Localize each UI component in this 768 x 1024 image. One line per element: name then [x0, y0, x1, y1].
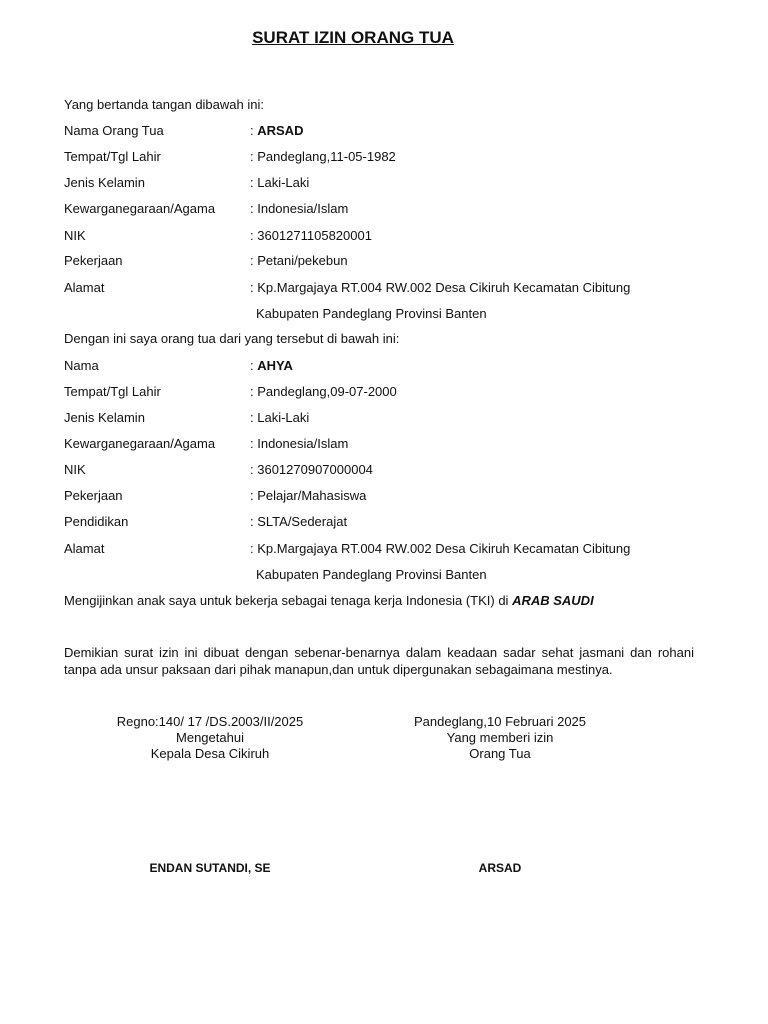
child-row-name: Nama : AHYA — [64, 358, 293, 373]
signer-name-parent: ARSAD — [478, 861, 522, 875]
field-value: Kp.Margajaya RT.004 RW.002 Desa Cikiruh Kecamatan Cibitung — [257, 541, 631, 556]
closing-paragraph: Demikian surat izin ini dibuat dengan sebenar-benarnya dalam keadaan sadar sehat jasmani dan rohani tanpa ada unsur paksaan dari pihak manapun,dan untuk dipergunakan sebagaimana mestinya. — [64, 645, 694, 677]
field-value: Pandeglang,09-07-2000 — [257, 384, 397, 399]
field-label: Nama — [64, 358, 99, 373]
permission-giver-label: Yang memberi izin — [446, 730, 554, 745]
field-value: Laki-Laki — [257, 410, 310, 425]
field-label: Pendidikan — [64, 514, 129, 529]
field-label: Nama Orang Tua — [64, 123, 164, 138]
field-value: AHYA — [257, 358, 293, 373]
field-label: Jenis Kelamin — [64, 175, 145, 190]
signature-block-village-head — [80, 714, 340, 762]
parent-address-continuation: Kabupaten Pandeglang Provinsi Banten — [256, 306, 487, 321]
child-row-education: Pendidikan : SLTA/Sederajat — [64, 514, 348, 529]
parent-row-birth: Tempat/Tgl Lahir : Pandeglang,11-05-1982 — [64, 149, 396, 164]
field-value: SLTA/Sederajat — [257, 514, 348, 529]
child-row-nik: NIK : 3601270907000004 — [64, 462, 373, 477]
parent-row-gender: Jenis Kelamin : Laki-Laki — [64, 175, 310, 190]
field-value: Petani/pekebun — [257, 253, 348, 268]
field-label: Alamat — [64, 280, 105, 295]
child-row-job: Pekerjaan : Pelajar/Mahasiswa — [64, 488, 367, 503]
field-label: Alamat — [64, 541, 105, 556]
child-intro-text: Dengan ini saya orang tua dari yang tersebut di bawah ini: — [64, 331, 400, 346]
parent-row-nik: NIK : 3601271105820001 — [64, 228, 372, 243]
field-label: Kewarganegaraan/Agama — [64, 436, 216, 451]
field-value: Kp.Margajaya RT.004 RW.002 Desa Cikiruh Kecamatan Cibitung — [257, 280, 631, 295]
child-address-continuation: Kabupaten Pandeglang Provinsi Banten — [256, 567, 487, 582]
field-value: ARSAD — [257, 123, 304, 138]
permission-destination: ARAB SAUDI — [512, 593, 594, 608]
acknowledged-label: Mengetahui — [176, 730, 244, 745]
signer-title: Orang Tua — [469, 746, 531, 761]
field-label: Pekerjaan — [64, 488, 123, 503]
field-value: Pelajar/Mahasiswa — [257, 488, 367, 503]
field-label: Pekerjaan — [64, 253, 123, 268]
field-label: Tempat/Tgl Lahir — [64, 149, 161, 164]
field-label: Jenis Kelamin — [64, 410, 145, 425]
field-value: Laki-Laki — [257, 175, 310, 190]
child-row-citizenship: Kewarganegaraan/Agama : Indonesia/Islam — [64, 436, 349, 451]
field-label: Kewarganegaraan/Agama — [64, 201, 216, 216]
field-value: Indonesia/Islam — [257, 201, 349, 216]
field-value: 3601271105820001 — [257, 228, 372, 243]
field-value: 3601270907000004 — [257, 462, 373, 477]
page-title: SURAT IZIN ORANG TUA — [252, 28, 454, 47]
registration-number: Regno:140/ 17 /DS.2003/II/2025 — [116, 714, 304, 729]
field-label: NIK — [64, 228, 86, 243]
signer-title: Kepala Desa Cikiruh — [150, 746, 270, 761]
letter-date: Pandeglang,10 Februari 2025 — [413, 714, 587, 729]
child-row-address: Alamat : Kp.Margajaya RT.004 RW.002 Desa Cikiruh Kecamatan Cibitung — [64, 541, 631, 556]
intro-text: Yang bertanda tangan dibawah ini: — [64, 97, 264, 112]
signature-block-parent — [370, 714, 630, 762]
field-value: Pandeglang,11-05-1982 — [257, 149, 396, 164]
field-value: Indonesia/Islam — [257, 436, 349, 451]
field-label: NIK — [64, 462, 86, 477]
parent-row-citizenship: Kewarganegaraan/Agama : Indonesia/Islam — [64, 201, 349, 216]
parent-row-job: Pekerjaan : Petani/pekebun — [64, 253, 348, 268]
permission-statement — [64, 593, 594, 608]
parent-row-address: Alamat : Kp.Margajaya RT.004 RW.002 Desa Cikiruh Kecamatan Cibitung — [64, 280, 631, 295]
parent-row-name: Nama Orang Tua : ARSAD — [64, 123, 304, 138]
permission-text: Mengijinkan anak saya untuk bekerja sebagai tenaga kerja Indonesia (TKI) di — [64, 593, 513, 608]
signer-name-village-head: ENDAN SUTANDI, SE — [149, 861, 271, 875]
field-label: Tempat/Tgl Lahir — [64, 384, 161, 399]
child-row-gender: Jenis Kelamin : Laki-Laki — [64, 410, 310, 425]
child-row-birth: Tempat/Tgl Lahir : Pandeglang,09-07-2000 — [64, 384, 397, 399]
